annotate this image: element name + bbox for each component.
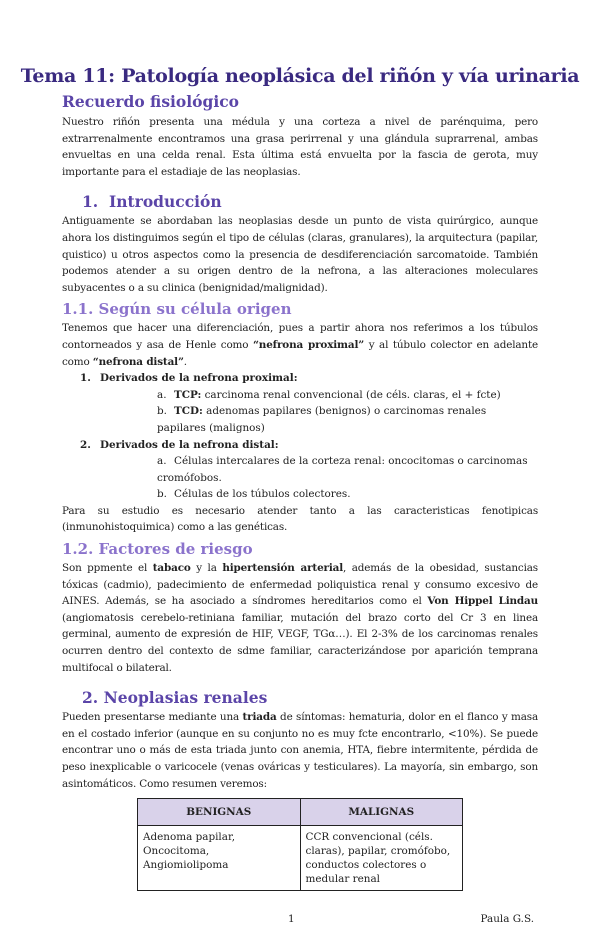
page-footer <box>62 913 538 929</box>
text: adenomas papilares (benignos) o carcinomas renales papilares (malignos) <box>157 405 487 434</box>
text: (angiomatosis cerebelo-retiniana familiar, mutación del brazo corto del Cr 3 en linea germinal, aumento de expresión de HIF, VEGF, TGα…). El 2-3% de los carcinomas renales ocurren dentro del contexto de sdme familiar, caracterizándose por aparición temprana multifocal o bilateral. <box>62 611 538 674</box>
page-number: 1 <box>288 913 295 926</box>
list-label: Derivados de la nefrona distal: <box>100 438 279 451</box>
text: . <box>183 355 187 368</box>
bold-text: TCD: <box>174 405 203 418</box>
list-number: 2. <box>80 438 91 451</box>
heading-riesgo: 1.2. Factores de riesgo <box>62 540 253 559</box>
text: Pueden presentarse mediante una <box>62 711 243 724</box>
table-row <box>138 826 463 891</box>
bold-text: Von Hippel Lindau <box>427 595 538 608</box>
heading-introduccion: 1. Introducción <box>82 192 222 212</box>
list-label: Derivados de la nefrona proximal: <box>100 372 298 385</box>
text: Son ppmente el <box>62 562 153 575</box>
list-letter: b. <box>157 405 167 418</box>
list-item <box>62 370 538 387</box>
text: de síntomas: hematuria, dolor en el flanco y masa en el costado inferior (aunque en su conjunto no es muy fcte encontrarlo, <10%). Se puede encontrar uno o más de esta triada junto con anemia, HTA, fiebre intermitente, pérdida de peso inexplicable o varicocele (venas ováricas y testiculares). La mayoría, sin embargo, son asintomáticos. Como resumen veremos: <box>62 711 539 790</box>
bold-text: triada <box>242 711 277 724</box>
paragraph <box>62 320 538 370</box>
list-subitem <box>62 486 538 503</box>
table-cell: CCR convencional (céls. claras), papilar, cromófobo, conductos colectores o medular renal <box>300 826 463 891</box>
text: Tenemos que hacer una diferenciación, pues a partir ahora nos referimos a los túbulos contorneados y asa de Henle como <box>62 322 538 351</box>
list-letter: b. <box>157 488 167 501</box>
text: Células de los túbulos colectores. <box>174 488 351 501</box>
bold-text: “nefrona proximal” <box>252 338 365 351</box>
text: y la <box>190 562 223 575</box>
text: y al túbulo colector en adelante como <box>62 338 538 368</box>
paragraph: Antiguamente se abordaban las neoplasias desde un punto de vista quirúrgico, aunque ahora los distinguimos según el tipo de células (claras, granulares), la arquitectura (papilar, quistico) u otros aspectos como la presencia de desdiferenciación sarcomatoide. También podemos atender a su origen dentro de la nefrona, a las alteraciones moleculares subyacentes o a su clinica (benignidad/malignidad). <box>62 215 538 294</box>
table-header: MALIGNAS <box>300 799 463 826</box>
paragraph <box>62 560 538 676</box>
bold-text: tabaco <box>152 562 191 575</box>
document-title: Tema 11: Patología neoplásica del riñón y vía urinaria <box>20 65 580 87</box>
heading-neoplasias: 2. Neoplasias renales <box>82 688 268 708</box>
heading-origen: 1.1. Según su célula origen <box>62 300 292 319</box>
paragraph: Nuestro riñón presenta una médula y una corteza a nivel de parénquima, pero extrarrenalmente encontramos una grasa perirrenal y una glándula suprarrenal, ambas envueltas en una celda renal. Esta última está envuelta por la fascia de gerota, muy importante para el estadiaje de las neoplasias. <box>62 116 538 178</box>
list-subitem <box>62 403 538 436</box>
section-neoplasias <box>62 688 538 792</box>
paragraph: Para su estudio es necesario atender tanto a las caracteristicas fenotipicas (inmunohistoquimica) como a las genéticas. <box>62 504 538 534</box>
text: Células intercalares de la corteza renal: oncocitomas o carcinomas cromófobos. <box>157 455 528 484</box>
list-subitem <box>62 453 538 486</box>
text: , además de la obesidad, sustancias tóxicas (cadmio), padecimiento de enfermedad poliquistica renal y consumo excesivo de AINES. Además, se ha asociado a síndromes hereditarios como el <box>62 562 538 608</box>
list-subitem <box>62 387 538 404</box>
list-letter: a. <box>157 455 167 468</box>
section-recuerdo <box>62 92 538 180</box>
paragraph <box>62 709 538 792</box>
origin-list <box>62 370 538 503</box>
list-number: 1. <box>80 372 91 385</box>
list-item <box>62 437 538 454</box>
bold-text: TCP: <box>174 388 202 401</box>
section-riesgo <box>62 540 538 676</box>
list-letter: a. <box>157 388 167 401</box>
table-cell: Adenoma papilar, Oncocitoma, Angiomiolipoma <box>138 826 301 891</box>
neoplasias-table <box>137 798 463 891</box>
table-header-row <box>138 799 463 826</box>
bold-text: “nefrona distal” <box>92 355 184 368</box>
section-introduccion <box>62 192 538 296</box>
table-header: BENIGNAS <box>138 799 301 826</box>
section-origen <box>62 300 538 536</box>
text: carcinoma renal convencional (de céls. claras, el + fcte) <box>201 388 501 401</box>
footer-author: Paula G.S. <box>480 913 534 926</box>
bold-text: hipertensión arterial <box>222 562 344 575</box>
heading-recuerdo: Recuerdo fisiológico <box>62 92 240 111</box>
